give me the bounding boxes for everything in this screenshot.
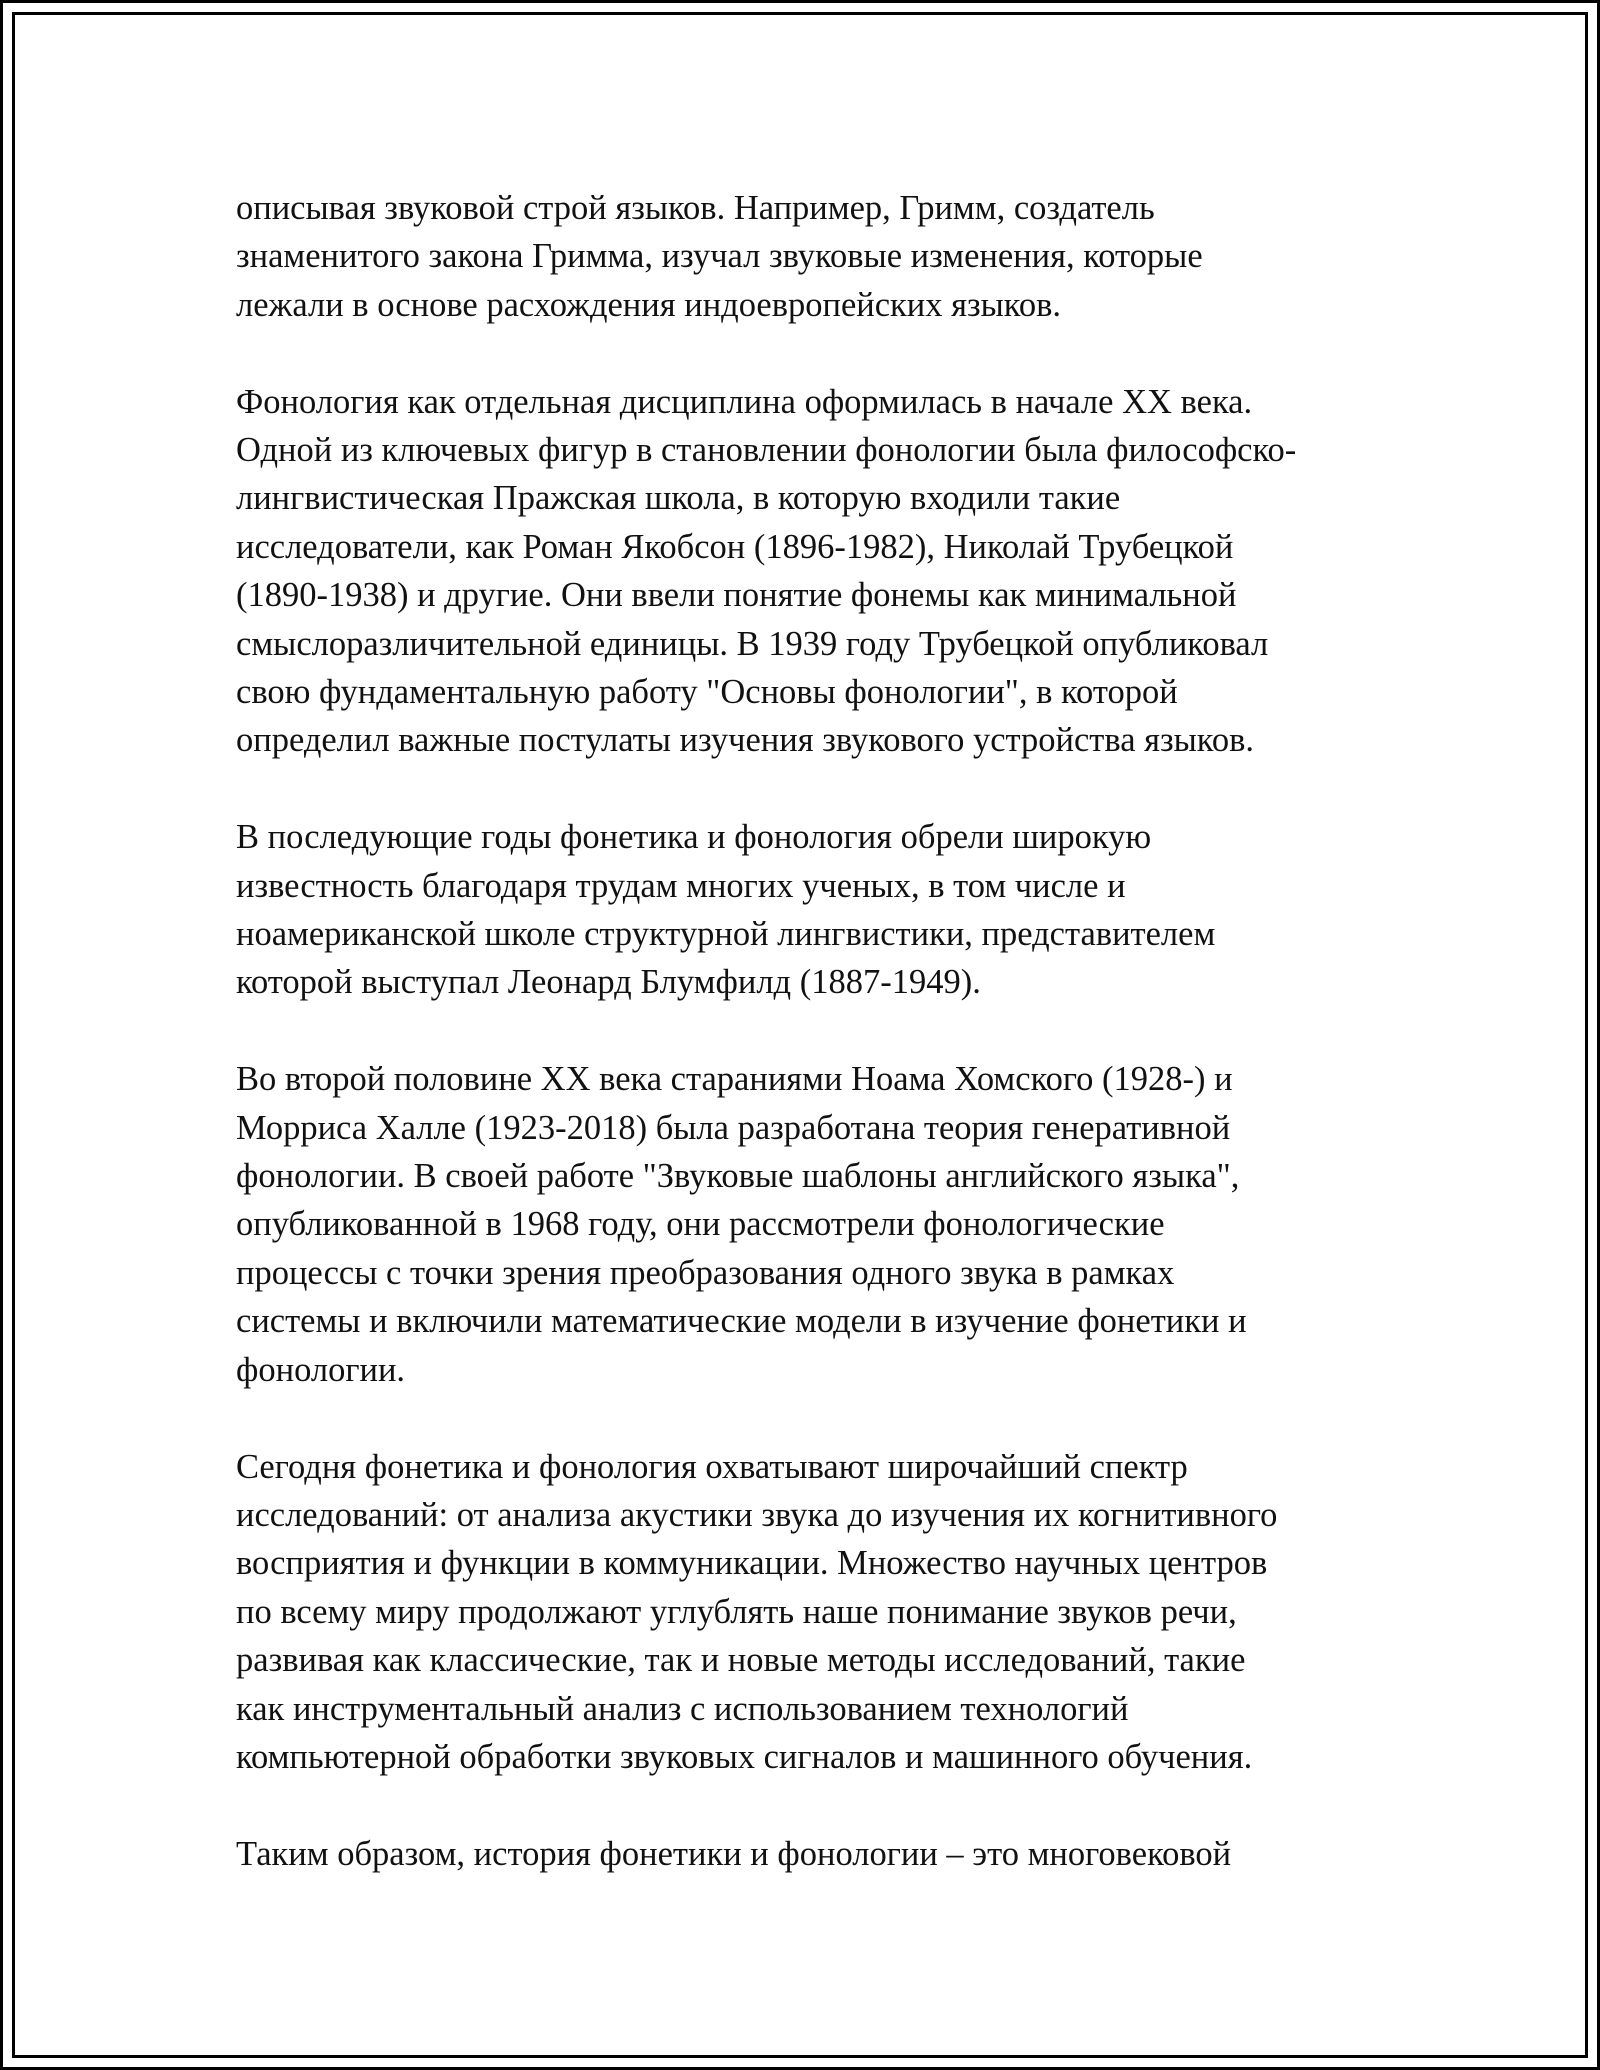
paragraph-4 <box>236 1055 1386 1394</box>
text-line: Сегодня фонетика и фонология охватывают широчайший спектр <box>236 1447 1188 1486</box>
text-line: исследователи, как Роман Якобсон (1896-1982), Николай Трубецкой <box>236 527 1234 566</box>
text-line: ноамериканской школе структурной лингвистики, представителем <box>236 915 1216 954</box>
text-line: процессы с точки зрения преобразования одного звука в рамках <box>236 1253 1175 1292</box>
text-line: свою фундаментальную работу "Основы фонологии", в которой <box>236 673 1178 712</box>
paragraph-5 <box>236 1443 1386 1782</box>
text-line: известность благодаря трудам многих ученых, в том числе и <box>236 866 1126 905</box>
text-line: Одной из ключевых фигур в становлении фонологии была философско- <box>236 431 1297 470</box>
text-line: восприятия и функции в коммуникации. Множество научных центров <box>236 1544 1268 1583</box>
text-line: Таким образом, история фонетики и фонологии – это многовековой <box>236 1834 1232 1873</box>
text-line: определил важные постулаты изучения звукового устройства языков. <box>236 721 1254 760</box>
text-line: Во второй половине XX века стараниями Ноама Хомского (1928-) и <box>236 1060 1233 1099</box>
text-line: знаменитого закона Гримма, изучал звуковые изменения, которые <box>236 237 1203 276</box>
text-line: как инструментальный анализ с использованием технологий <box>236 1689 1129 1728</box>
paragraph-1 <box>236 184 1386 329</box>
text-line: опубликованной в 1968 году, они рассмотрели фонологические <box>236 1205 1165 1244</box>
text-line: которой выступал Леонард Блумфилд (1887-1949). <box>236 963 981 1002</box>
text-line: Фонология как отдельная дисциплина оформилась в начале XX века. <box>236 382 1253 421</box>
text-line: Морриса Халле (1923-2018) была разработана теория генеративной <box>236 1108 1231 1147</box>
text-line: фонологии. В своей работе "Звуковые шаблоны английского языка", <box>236 1157 1240 1196</box>
text-line: компьютерной обработки звуковых сигналов и машинного обучения. <box>236 1737 1253 1776</box>
text-line: (1890-1938) и другие. Они ввели понятие фонемы как минимальной <box>236 576 1237 615</box>
text-line: фонологии. <box>236 1350 406 1389</box>
text-line: системы и включили математические модели в изучение фонетики и <box>236 1302 1247 1341</box>
text-line: по всему миру продолжают углублять наше понимание звуков речи, <box>236 1592 1237 1631</box>
paragraph-2 <box>236 378 1386 765</box>
text-line: лежали в основе расхождения индоевропейских языков. <box>236 285 1061 324</box>
paragraph-3 <box>236 813 1386 1007</box>
text-line: лингвистическая Пражская школа, в которую входили такие <box>236 479 1121 518</box>
text-line: развивая как классические, так и новые методы исследований, такие <box>236 1641 1246 1680</box>
paragraph-6 <box>236 1830 1386 1878</box>
text-line: исследований: от анализа акустики звука до изучения их когнитивного <box>236 1495 1278 1534</box>
text-line: смыслоразличительной единицы. В 1939 году Трубецкой опубликовал <box>236 624 1269 663</box>
text-line: описывая звуковой строй языков. Например, Гримм, создатель <box>236 189 1155 227</box>
text-line: В последующие годы фонетика и фонология обрели широкую <box>236 818 1152 857</box>
document-body <box>236 184 1386 1927</box>
